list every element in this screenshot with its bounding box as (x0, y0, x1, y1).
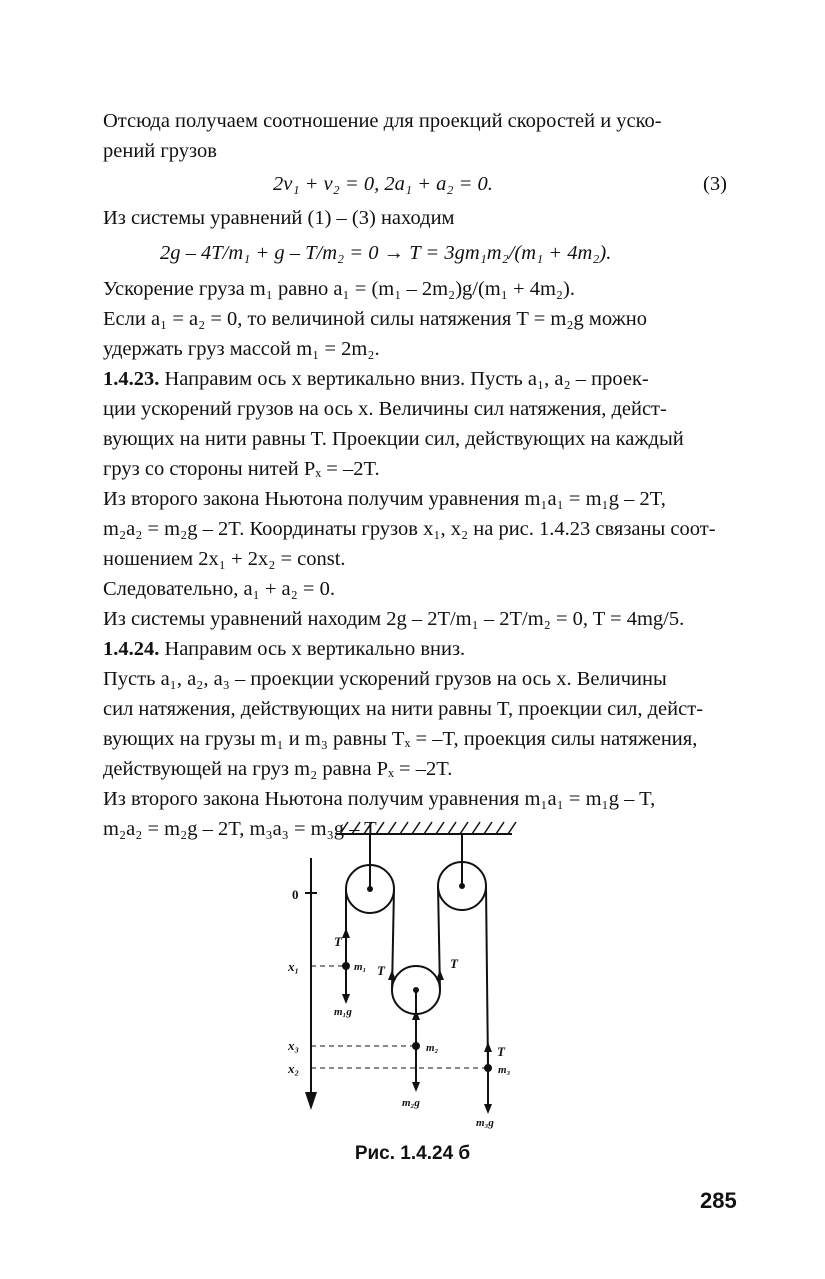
paragraph-line: вующих на грузы m₁ и m₃ равны Tₓ = –T, проекция силы натяжения, (103, 728, 698, 750)
gravity-label-m3: m₃g (476, 1117, 494, 1129)
section-number: 1.4.23. (103, 368, 160, 390)
paragraph-line: m₂a₂ = m₂g – 2T, m₃a₃ = m₃g – T. (103, 818, 381, 840)
equation-number: (3) (703, 173, 727, 195)
paragraph-line: рений грузов (103, 140, 217, 162)
equation-3: 2v₁ + v₂ = 0, 2a₁ + a₂ = 0. (273, 173, 493, 195)
mass-label-m2: m₂ (426, 1042, 439, 1054)
tension-label-right: T (450, 956, 458, 971)
gravity-label-m2: m₂g (402, 1097, 420, 1109)
arrow-up-icon (484, 1042, 492, 1052)
equation-4: 2g – 4T/m₁ + g – T/m₂ = 0 → T = 3gm₁m₂/(m₁ + 4m₂). (160, 242, 612, 264)
paragraph-line: Ускорение груза m₁ равно a₁ = (m₁ – 2m₂)g/(m₁ + 4m₂). (103, 278, 576, 300)
tension-label-left: T (377, 963, 385, 978)
gravity-label-m1: m₁g (334, 1006, 352, 1018)
arrow-up-icon (436, 970, 444, 980)
paragraph-line: Из системы уравнений (1) – (3) находим (103, 207, 455, 229)
rope-m3 (486, 886, 488, 1068)
axis-label-x1: x₁ (288, 959, 300, 974)
paragraph-line: удержать груз массой m₁ = 2m₂. (103, 338, 380, 360)
paragraph-line: вующих на нити равны T. Проекции сил, действующих на каждый (103, 428, 684, 450)
arrow-down-icon (484, 1104, 492, 1114)
paragraph-line: действующей на груз m₂ равна Pₓ = –2T. (103, 758, 453, 780)
paragraph-line: Из системы уравнений находим 2g – 2T/m₁ – 2T/m₂ = 0, T = 4mg/5. (103, 608, 685, 630)
paragraph-line: m₂a₂ = m₂g – 2T. Координаты грузов x₁, x₂ на рис. 1.4.23 связаны соот- (103, 518, 716, 540)
page-number: 285 (700, 1188, 737, 1213)
paragraph-line: Пусть a₁, a₂, a₃ – проекции ускорений грузов на ось x. Величины (103, 668, 667, 690)
paragraph-line: ции ускорений грузов на ось x. Величины сил натяжения, дейст- (103, 398, 667, 420)
paragraph-line: Из второго закона Ньютона получим уравнения m₁a₁ = m₁g – T, (103, 788, 656, 810)
paragraph-line: Если a₁ = a₂ = 0, то величиной силы натяжения T = m₂g можно (103, 308, 647, 330)
axis-label-x2: x₂ (288, 1061, 300, 1076)
arrow-up-icon (412, 1010, 420, 1020)
mass-label-m3: m₃ (498, 1064, 511, 1076)
arrow-up-icon (388, 970, 396, 980)
paragraph-line: сил натяжения, действующих на нити равны T, проекции сил, дейст- (103, 698, 704, 720)
mass-label-m1: m₁ (354, 961, 367, 973)
paragraph-text: Направим ось x вертикально вниз. (159, 638, 466, 660)
figure-caption: Рис. 1.4.24 б (354, 1143, 471, 1164)
axis-label-zero: 0 (292, 887, 299, 902)
section-number: 1.4.24. (103, 638, 160, 660)
tension-label-m1: T (334, 934, 342, 949)
paragraph-line: Следовательно, a₁ + a₂ = 0. (103, 578, 335, 600)
x-axis-arrow-icon (305, 1092, 317, 1110)
arrow-up-icon (342, 928, 350, 938)
paragraph-line: груз со стороны нитей Pₓ = –2T. (103, 458, 380, 480)
arrow-down-icon (412, 1082, 420, 1092)
paragraph-line: Из второго закона Ньютона получим уравнения m₁a₁ = m₁g – 2T, (103, 488, 666, 510)
tension-label-m3: T (497, 1044, 505, 1059)
arrow-down-icon (342, 994, 350, 1004)
paragraph-text: Направим ось x вертикально вниз. Пусть a₁, a₂ – проек- (159, 368, 649, 390)
ceiling-hatching (340, 822, 516, 834)
paragraph-line: Отсюда получаем соотношение для проекций скоростей и уско- (103, 110, 662, 132)
paragraph-line: ношением 2x₁ + 2x₂ = const. (103, 548, 346, 570)
axis-label-x3: x₃ (288, 1038, 300, 1053)
